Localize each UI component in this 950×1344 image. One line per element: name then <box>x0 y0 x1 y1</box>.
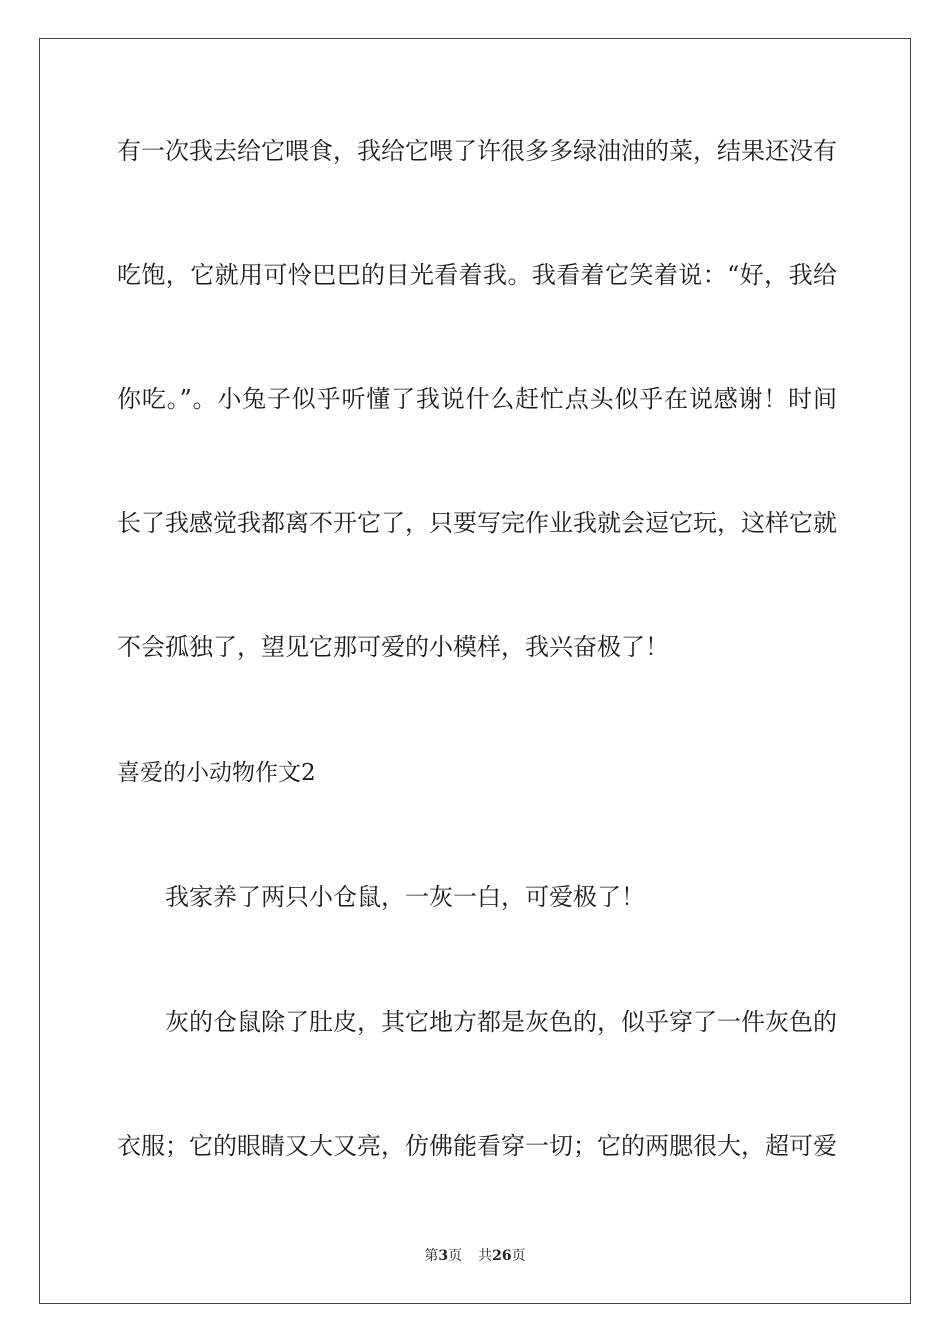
page-footer <box>0 1246 950 1266</box>
footer-total-number: 26 <box>492 1248 512 1264</box>
section-heading: 喜爱的小动物作文2 <box>117 760 316 786</box>
footer-page-number: 3 <box>438 1248 449 1264</box>
body-text-line: 我家养了两只小仓鼠，一灰一白，可爱极了！ <box>165 883 645 911</box>
body-text-line: 衣服；它的眼睛又大又亮，仿佛能看穿一切；它的两腮很大，超可爱 <box>117 1132 837 1160</box>
footer-page-prefix: 第 <box>424 1248 439 1264</box>
body-text-line: 吃饱，它就用可怜巴巴的目光看着我。我看着它笑着说：“好，我给 <box>117 261 837 289</box>
body-text-line: 你吃。”。小兔子似乎听懂了我说什么赶忙点头似乎在说感谢！时间 <box>117 385 837 413</box>
body-text-line: 有一次我去给它喂食，我给它喂了许很多多绿油油的菜，结果还没有 <box>117 137 837 165</box>
footer-total-prefix: 共 <box>478 1248 493 1264</box>
body-text-line: 不会孤独了，望见它那可爱的小模样，我兴奋极了！ <box>117 633 669 661</box>
footer-page-suffix: 页 <box>448 1248 463 1264</box>
body-text-line: 长了我感觉我都离不开它了，只要写完作业我就会逗它玩，这样它就 <box>117 509 837 537</box>
footer-total-suffix: 页 <box>511 1248 526 1264</box>
body-text-line: 灰的仓鼠除了肚皮，其它地方都是灰色的，似乎穿了一件灰色的 <box>165 1008 837 1036</box>
page-border <box>39 38 911 1304</box>
